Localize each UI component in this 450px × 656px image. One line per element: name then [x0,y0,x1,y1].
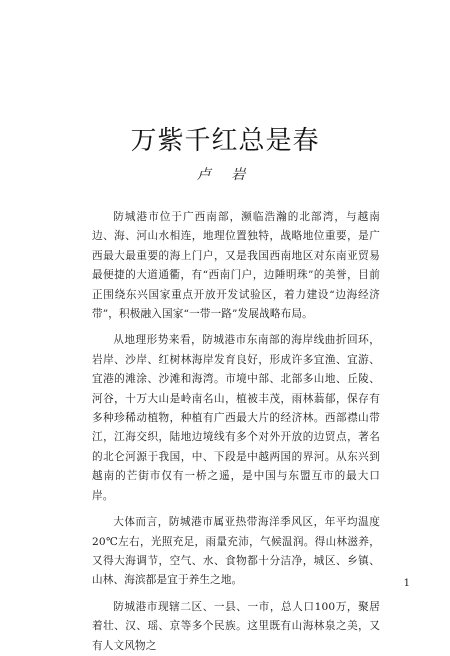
article-author: 卢 岩 [196,167,254,183]
article-title: 万紫千红总是春 [130,126,320,156]
paragraph-4: 防城港市现辖二区、一县、一市，总人口100万，聚居着壮、汉、瑶、京等多个民族。这里既有山海林泉之美，又有人文风物之 [92,600,380,652]
paragraph-1: 防城港市位于广西南部，濒临浩瀚的北部湾，与越南边、海、河山水相连，地理位置独特，战略地位重要，是广西最大最重要的海上门户，又是我国西南地区对东南亚贸易最便捷的大道通衢，有“西南门户，边陲明珠”的美誉，目前正围绕东兴国家重点开放开发试验区，着力建设“边海经济带”，积极融入国家“一带一路”发展战略布局。 [92,211,380,321]
article-body [92,208,380,656]
page-number: 1 [403,578,410,589]
paragraph-3: 大体而言，防城港市属亚热带海洋季风区，年平均温度20℃左右，光照充足，雨量充沛，气候温润。得山林滋养，又得大海调节，空气、水、食物都十分洁净，城区、乡镇、山林、海滨都是宜于养生之地。 [92,516,380,587]
paragraph-2: 从地理形势来看，防城港市东南部的海岸线曲折回环，岩岸、沙岸、红树林海岸发育良好，形成许多宜渔、宜游、宜港的滩涂、沙滩和海湾。市境中部、北部多山地、丘陵、河谷，十万大山是岭南名山，植被丰茂，雨林蓊郁，保存有多种珍稀动植物，种植有广西最大片的经济林。西部襟山带江，江海交织，陆地边境线有多个对外开放的边贸点，著名的北仑河源于我国，中、下段是中越两国的界河。从东兴到越南的芒街市仅有一桥之遥，是中国与东盟互市的最大口岸。 [92,334,380,502]
